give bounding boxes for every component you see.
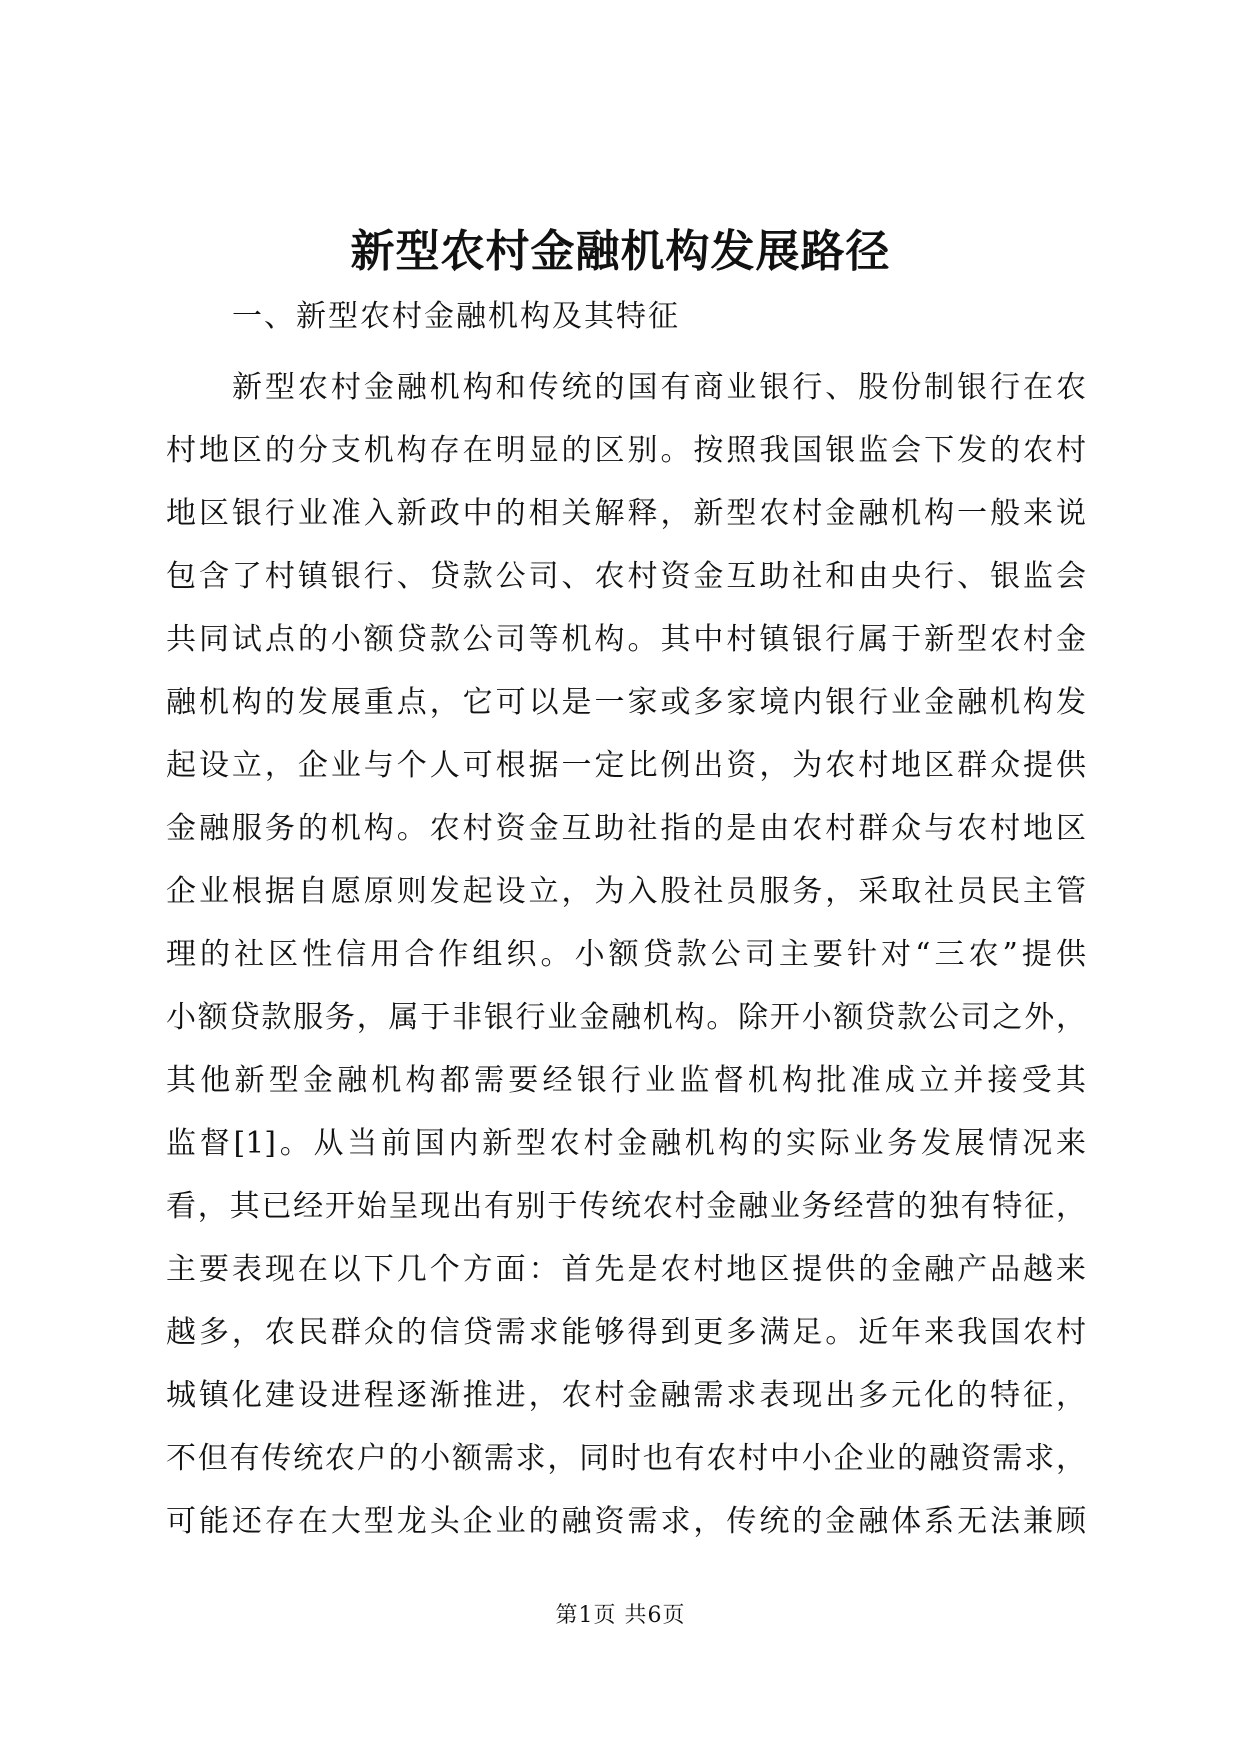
body-line: 新型农村金融机构和传统的国有商业银行、股份制银行在农 [232, 370, 1086, 405]
body-line: 越多，农民群众的信贷需求能够得到更多满足。近年来我国农村 [166, 1315, 1086, 1350]
body-line: 主要表现在以下几个方面：首先是农村地区提供的金融产品越来 [166, 1252, 1086, 1287]
document-title: 新型农村金融机构发展路径 [350, 226, 891, 277]
body-text [166, 356, 1086, 1553]
body-line: 企业根据自愿原则发起设立，为入股社员服务，采取社员民主管 [166, 874, 1086, 909]
body-line: 金融服务的机构。农村资金互助社指的是由农村群众与农村地区 [166, 811, 1086, 846]
body-line: 包含了村镇银行、贷款公司、农村资金互助社和由央行、银监会 [166, 559, 1086, 594]
page-number-footer: 第1页 共6页 [555, 1603, 686, 1628]
body-line: 村地区的分支机构存在明显的区别。按照我国银监会下发的农村 [166, 433, 1086, 468]
body-line: 监督[1]。从当前国内新型农村金融机构的实际业务发展情况来 [166, 1126, 1086, 1161]
section-heading: 一、新型农村金融机构及其特征 [232, 299, 680, 334]
body-line: 起设立，企业与个人可根据一定比例出资，为农村地区群众提供 [166, 748, 1086, 783]
body-line: 看，其已经开始呈现出有别于传统农村金融业务经营的独有特征， [166, 1189, 1086, 1224]
body-line: 其他新型金融机构都需要经银行业监督机构批准成立并接受其 [166, 1063, 1086, 1098]
body-line: 共同试点的小额贷款公司等机构。其中村镇银行属于新型农村金 [166, 622, 1086, 657]
body-line: 地区银行业准入新政中的相关解释，新型农村金融机构一般来说 [166, 496, 1086, 531]
body-line: 融机构的发展重点，它可以是一家或多家境内银行业金融机构发 [166, 685, 1086, 720]
body-line: 城镇化建设进程逐渐推进，农村金融需求表现出多元化的特征， [166, 1378, 1086, 1413]
body-line: 小额贷款服务，属于非银行业金融机构。除开小额贷款公司之外， [166, 1000, 1086, 1035]
body-line: 理的社区性信用合作组织。小额贷款公司主要针对“三农”提供 [166, 937, 1086, 972]
body-line: 不但有传统农户的小额需求，同时也有农村中小企业的融资需求， [166, 1441, 1086, 1476]
body-line: 可能还存在大型龙头企业的融资需求，传统的金融体系无法兼顾 [166, 1504, 1086, 1539]
